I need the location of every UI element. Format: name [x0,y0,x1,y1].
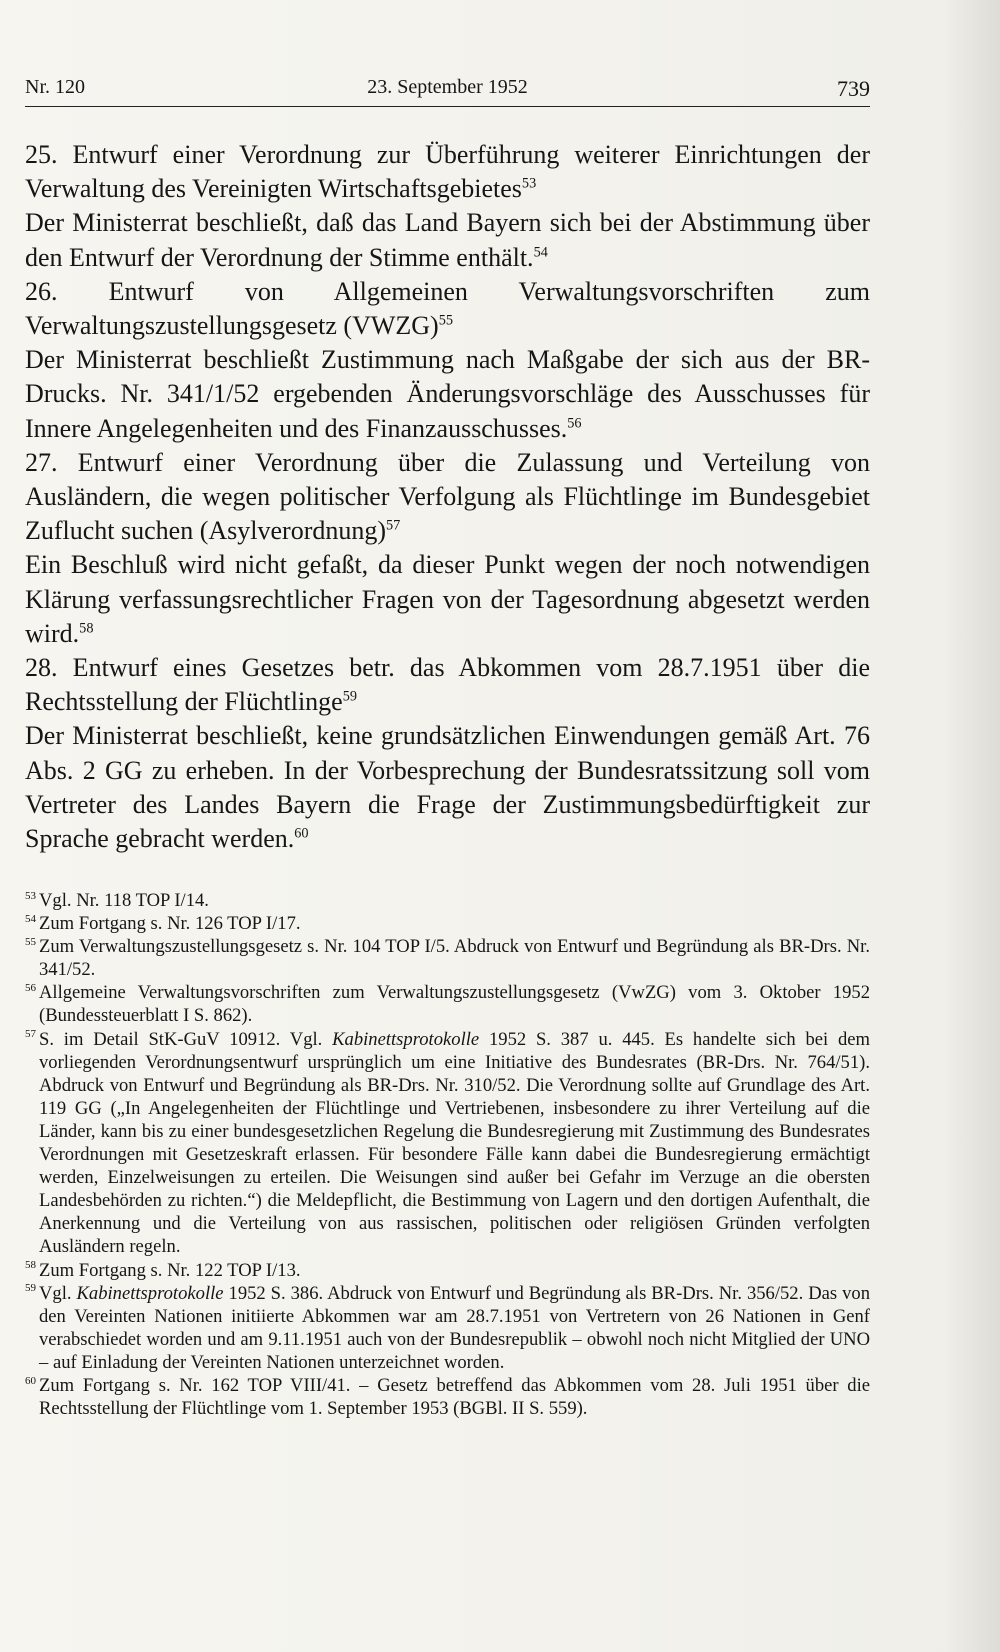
agenda-item-27-title: 27. Entwurf einer Verordnung über die Zulassung und Verteilung von Ausländern, die wegen politischer Verfolgung als Flüchtlinge im Bundesgebiet Zuflucht suchen (Asylverordnung)$^{57}$ [25,447,870,546]
agenda-item-27-decision: Ein Beschluß wird nicht gefaßt, da dieser Punkt wegen der noch notwendigen Klärung verfassungsrechtlicher Fragen von der Tagesordnung abgesetzt werden wird.$^{58}$ [25,550,870,648]
footnote-59: 59 Vgl. Kabinettsprotokolle 1952 S. 386. Abdruck von Entwurf und Begründung als BR-Drs. Nr. 356/52. Das von den Vereinten Nationen initiierte Abkommen war am 28.7.1951 von Vertretern von 26 Nationen in Genf verabschiedet worden und am 9.11.1951 auch von der Bundesrepublik – obwohl noch nicht Mitglied der UNO – auf Einladung der Vereinten Nationen unterzeichnet worden. [25,1282,871,1373]
footnote-ref[interactable]: 56 [567,414,582,431]
agenda-item-25-decision: Der Ministerrat beschließt, daß das Land Bayern sich bei der Abstimmung über den Entwurf der Verordnung der Stimme enthält.$^{54}$ [25,208,870,272]
footnote-ref[interactable]: 57 [386,517,401,534]
protocol-number: Nr. 120 [25,76,85,98]
footnote-56: 56 Allgemeine Verwaltungsvorschriften zum Verwaltungszustellungsgesetz (VwZG) vom 3. Oktober 1952 (Bundessteuerblatt I S. 862). [25,982,870,1027]
header-rule [25,106,870,107]
main-text [25,138,870,856]
footnote-55: 55 Zum Verwaltungszustellungsgesetz s. Nr. 104 TOP I/5. Abdruck von Entwurf und Begründung als BR-Drs. Nr. 341/52. [25,936,870,981]
agenda-item-25-title: 25. Entwurf einer Verordnung zur Überführung weiterer Einrichtungen der Verwaltung des Vereinigten Wirtschaftsgebietes$^{53}$ [25,140,870,204]
session-date: 23. September 1952 [367,76,528,98]
footnote-ref[interactable]: 55 [438,312,454,329]
footnote-53: 53 Vgl. Nr. 118 TOP I/14. [25,889,209,911]
page-edge-shadow [945,0,1000,1652]
agenda-item-26-title: 26. Entwurf von Allgemeinen Verwaltungsvorschriften zum Verwaltungszustellungsgesetz (VWZG)$^{55}$ [25,276,870,341]
footnote-ref[interactable]: 53 [521,175,537,192]
page-header [25,76,870,106]
footnote-58: 58 Zum Fortgang s. Nr. 122 TOP I/13. [25,1259,301,1281]
footnote-ref[interactable]: 60 [294,825,309,842]
footnote-60: 60 Zum Fortgang s. Nr. 162 TOP VIII/41. – Gesetz betreffend das Abkommen vom 28. Juli 1951 über die Rechtsstellung der Flüchtlinge vom 1. September 1953 (BGBl. II S. 559). [25,1374,870,1420]
footnote-ref[interactable]: 54 [533,243,548,260]
page-number: 739 [837,76,870,101]
agenda-item-28-title: 28. Entwurf eines Gesetzes betr. das Abkommen vom 28.7.1951 über die Rechtsstellung der Flüchtlinge$^{59}$ [25,653,870,717]
footnote-ref[interactable]: 58 [79,620,94,637]
agenda-item-26-decision: Der Ministerrat beschließt Zustimmung nach Maßgabe der sich aus der BR-Drucks. Nr. 341/1/52 ergebenden Änderungsvorschläge des Ausschusses für Innere Angelegenheiten und des Finanzausschusses.$^{56}$ [25,345,870,443]
footnote-54: 54 Zum Fortgang s. Nr. 126 TOP I/17. [25,912,301,935]
agenda-item-28-decision: Der Ministerrat beschließt, keine grundsätzlichen Einwendungen gemäß Art. 76 Abs. 2 GG zu erheben. In der Vorbesprechung der Bundesratssitzung soll vom Vertreter des Landes Bayern die Frage der Zustimmungsbedürftigkeit zur Sprache gebracht werden.$^{60}$ [25,721,870,854]
footnote-ref[interactable]: 59 [342,688,358,705]
footnote-57: 57 S. im Detail StK-GuV 10912. Vgl. Kabinettsprotokolle 1952 S. 387 u. 445. Es handelte sich bei dem vorliegenden Verordnungsentwurf ursprünglich um eine Initiative des Bundesrates (BR-Drs. Nr. 764/51). Abdruck von Entwurf und Begründung als BR-Drs. Nr. 310/52. Die Verordnung sollte auf Grundlage des Art. 119 GG („In Angelegenheiten der Flüchtlinge und Vertriebenen, insbesondere zu ihrer Verteilung auf die Länder, kann bis zu einer bundesgesetzlichen Regelung die Bundesregierung mit Zustimmung des Bundesrates Verordnungen mit Gesetzeskraft erlassen. Für besondere Fälle kann dabei die Bundesregierung ermächtigt werden, Einzelweisungen zu erteilen. Die Weisungen sind außer bei Gefahr im Verzuge an die obersten Landesbehörden zu richten.“) die Meldepflicht, die Bestimmung von Lagern und den dortigen Aufenthalt, die Anerkennung und die Verteilung von aus rassischen, politischen oder religiösen Gründen verfolgten Ausländern regeln. [25,1028,870,1258]
footnotes [25,889,870,1420]
